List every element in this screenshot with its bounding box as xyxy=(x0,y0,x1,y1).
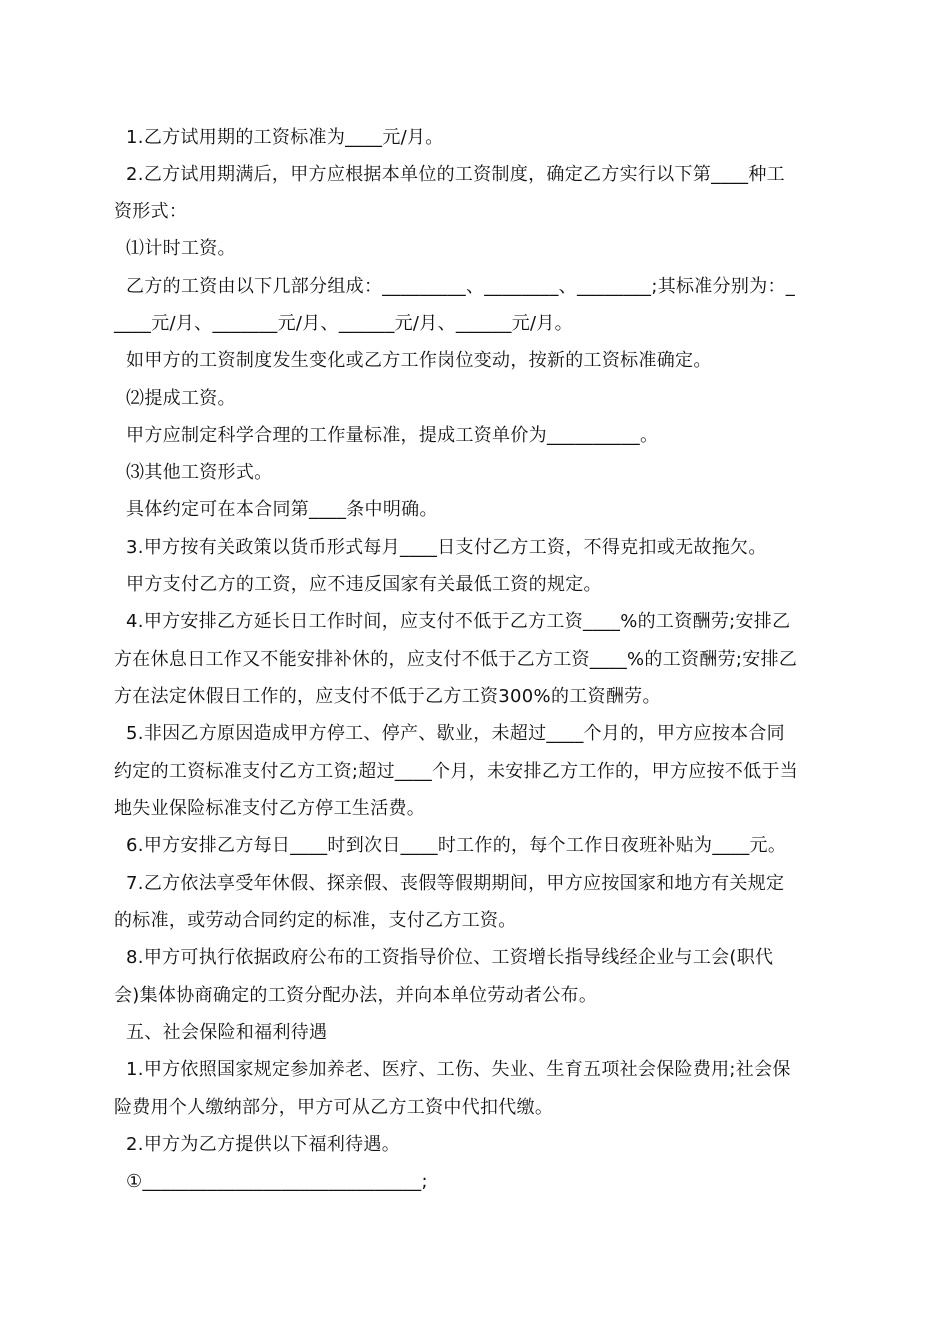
text-line: ⑴计时工资。 xyxy=(114,238,236,259)
text-line: 甲方支付乙方的工资，应不违反国家有关最低工资的规定。 xyxy=(114,574,602,595)
text-line: 约定的工资标准支付乙方工资;超过____个月，未安排乙方工作的，甲方应按不低于当 xyxy=(114,761,799,782)
text-line: 具体约定可在本合同第____条中明确。 xyxy=(114,499,438,520)
text-line: 6.甲方安排乙方每日____时到次日____时工作的，每个工作日夜班补贴为____元。 xyxy=(114,835,787,856)
text-line: 会)集体协商确定的工资分配办法，并向本单位劳动者公布。 xyxy=(114,985,598,1006)
text-line: ①______________________________; xyxy=(114,1171,428,1192)
text-line: 甲方应制定科学合理的工作量标准，提成工资单价为__________。 xyxy=(114,425,659,446)
text-line: 3.甲方按有关政策以货币形式每月____日支付乙方工资，不得克扣或无故拖欠。 xyxy=(114,537,767,558)
text-line: ____元/月、_______元/月、______元/月、______元/月。 xyxy=(114,313,573,334)
text-line: 如甲方的工资制度发生变化或乙方工作岗位变动，按新的工资标准确定。 xyxy=(114,350,712,371)
text-line: 方在法定休假日工作的，应支付不低于乙方工资300%的工资酬劳。 xyxy=(114,686,661,707)
text-line: 的标准，或劳动合同约定的标准，支付乙方工资。 xyxy=(114,910,517,931)
text-line: 5.非因乙方原因造成甲方停工、停产、歇业，未超过____个月的，甲方应按本合同 xyxy=(114,723,785,744)
text-line: 险费用个人缴纳部分，甲方可从乙方工资中代扣代缴。 xyxy=(114,1097,554,1118)
text-line: 乙方的工资由以下几部分组成：_________、________、________;其标准分别为：_ xyxy=(114,276,796,297)
text-line: 8.甲方可执行依据政府公布的工资指导价位、工资增长指导线经企业与工会(职代 xyxy=(114,947,774,968)
text-line: 1.乙方试用期的工资标准为____元/月。 xyxy=(114,127,444,148)
section-heading: 五、社会保险和福利待遇 xyxy=(114,1022,328,1043)
text-line: ⑵提成工资。 xyxy=(114,388,236,409)
text-line: 方在休息日工作又不能安排补休的，应支付不低于乙方工资____%的工资酬劳;安排乙 xyxy=(114,649,798,670)
text-line: 7.乙方依法享受年休假、探亲假、丧假等假期期间，甲方应按国家和地方有关规定 xyxy=(114,873,785,894)
text-line: 地失业保险标准支付乙方停工生活费。 xyxy=(114,798,426,819)
text-line: 2.甲方为乙方提供以下福利待遇。 xyxy=(114,1134,401,1155)
text-line: 4.甲方安排乙方延长日工作时间，应支付不低于乙方工资____%的工资酬劳;安排乙 xyxy=(114,611,791,632)
text-line: 1.甲方依照国家规定参加养老、医疗、工伤、失业、生育五项社会保险费用;社会保 xyxy=(114,1059,791,1080)
text-line: 资形式： xyxy=(114,201,188,222)
text-line: ⑶其他工资形式。 xyxy=(114,462,273,483)
text-line: 2.乙方试用期满后，甲方应根据本单位的工资制度，确定乙方实行以下第____种工 xyxy=(114,164,785,185)
